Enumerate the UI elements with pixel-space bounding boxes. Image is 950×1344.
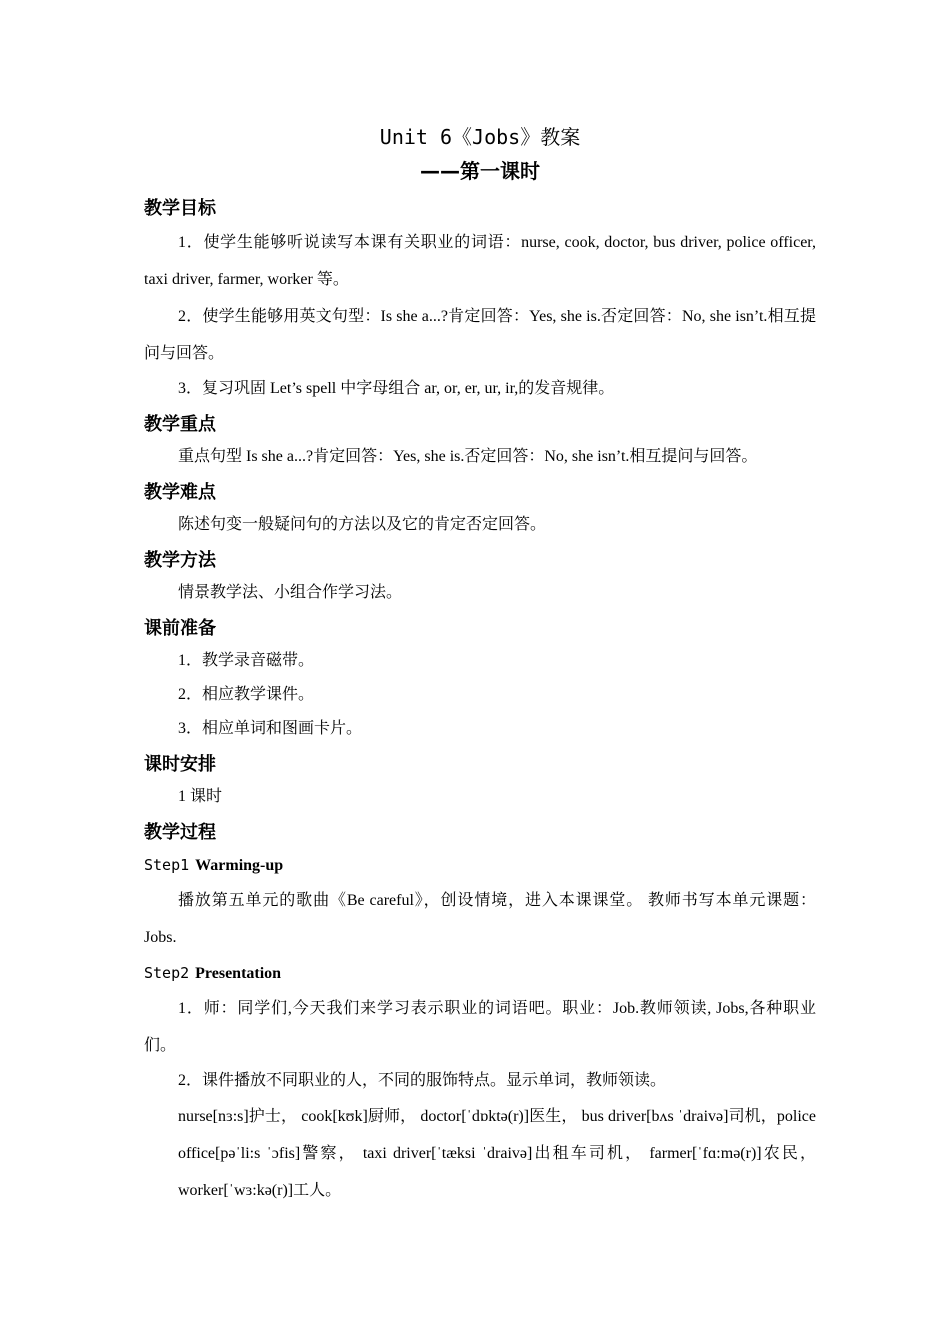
schedule-text: 1 课时	[178, 788, 223, 805]
section-heading-methods: 教学方法	[144, 550, 216, 571]
goal-item-3: 3．复习巩固 Let’s spell 中字母组合 ar, or, er, ur, ir,的发音规律。	[178, 380, 615, 397]
step1-text: 播放第五单元的歌曲《Be careful》，创设情境，进入本课课堂。 教师书写本单元课题：Jobs.	[144, 892, 816, 946]
document-title: Unit 6《Jobs》教案	[379, 125, 581, 149]
step2-item-2: 2．课件播放不同职业的人，不同的服饰特点。显示单词，教师领读。	[178, 1072, 667, 1089]
lesson-plan-page	[144, 120, 816, 1209]
step2-heading	[144, 956, 816, 990]
step1-heading	[144, 848, 816, 882]
step2-item-1: 1．师：同学们,今天我们来学习表示职业的词语吧。职业：Job.教师领读, Jobs,各种职业们。	[144, 1000, 816, 1054]
section-heading-schedule: 课时安排	[144, 754, 216, 775]
section-heading-goals: 教学目标	[144, 198, 216, 219]
difficulties-text: 陈述句变一般疑问句的方法以及它的肯定否定回答。	[178, 516, 547, 533]
step2-vocabulary: nurse[nɜ:s]护士， cook[kʊk]厨师， doctor[ˈdɒktə(r)]医生， bus driver[bʌs ˈdraivə]司机，police office[pəˈli:s ˈɔfis]警察， taxi driver[ˈtæksi ˈdraivə]出租车司机， farmer[ˈfɑ:mə(r)]农民，worker[ˈwɜ:kə(r)]工人。	[178, 1108, 816, 1199]
preparation-item-3: 3．相应单词和图画卡片。	[178, 720, 363, 737]
step2-number: Step2	[144, 964, 190, 982]
key-points-text: 重点句型 Is she a...?肯定回答：Yes, she is.否定回答：No, she isn’t.相互提问与回答。	[178, 448, 758, 465]
section-heading-preparation: 课前准备	[144, 618, 216, 639]
goal-item-2: 2．使学生能够用英文句型：Is she a...?肯定回答：Yes, she is.否定回答：No, she isn’t.相互提问与回答。	[144, 308, 816, 362]
document-subtitle: ——第一课时	[420, 159, 540, 183]
section-heading-process: 教学过程	[144, 822, 216, 843]
preparation-item-2: 2．相应教学课件。	[178, 686, 315, 703]
goal-item-1: 1．使学生能够听说读写本课有关职业的词语：nurse, cook, doctor, bus driver, police officer, taxi driver, farmer, worker 等。	[144, 234, 816, 288]
step2-name: Presentation	[195, 965, 282, 982]
section-heading-key-points: 教学重点	[144, 414, 216, 435]
methods-text: 情景教学法、小组合作学习法。	[178, 584, 403, 601]
preparation-item-1: 1．教学录音磁带。	[178, 652, 315, 669]
step1-name: Warming-up	[195, 857, 284, 874]
step1-number: Step1	[144, 856, 190, 874]
section-heading-difficulties: 教学难点	[144, 482, 216, 503]
